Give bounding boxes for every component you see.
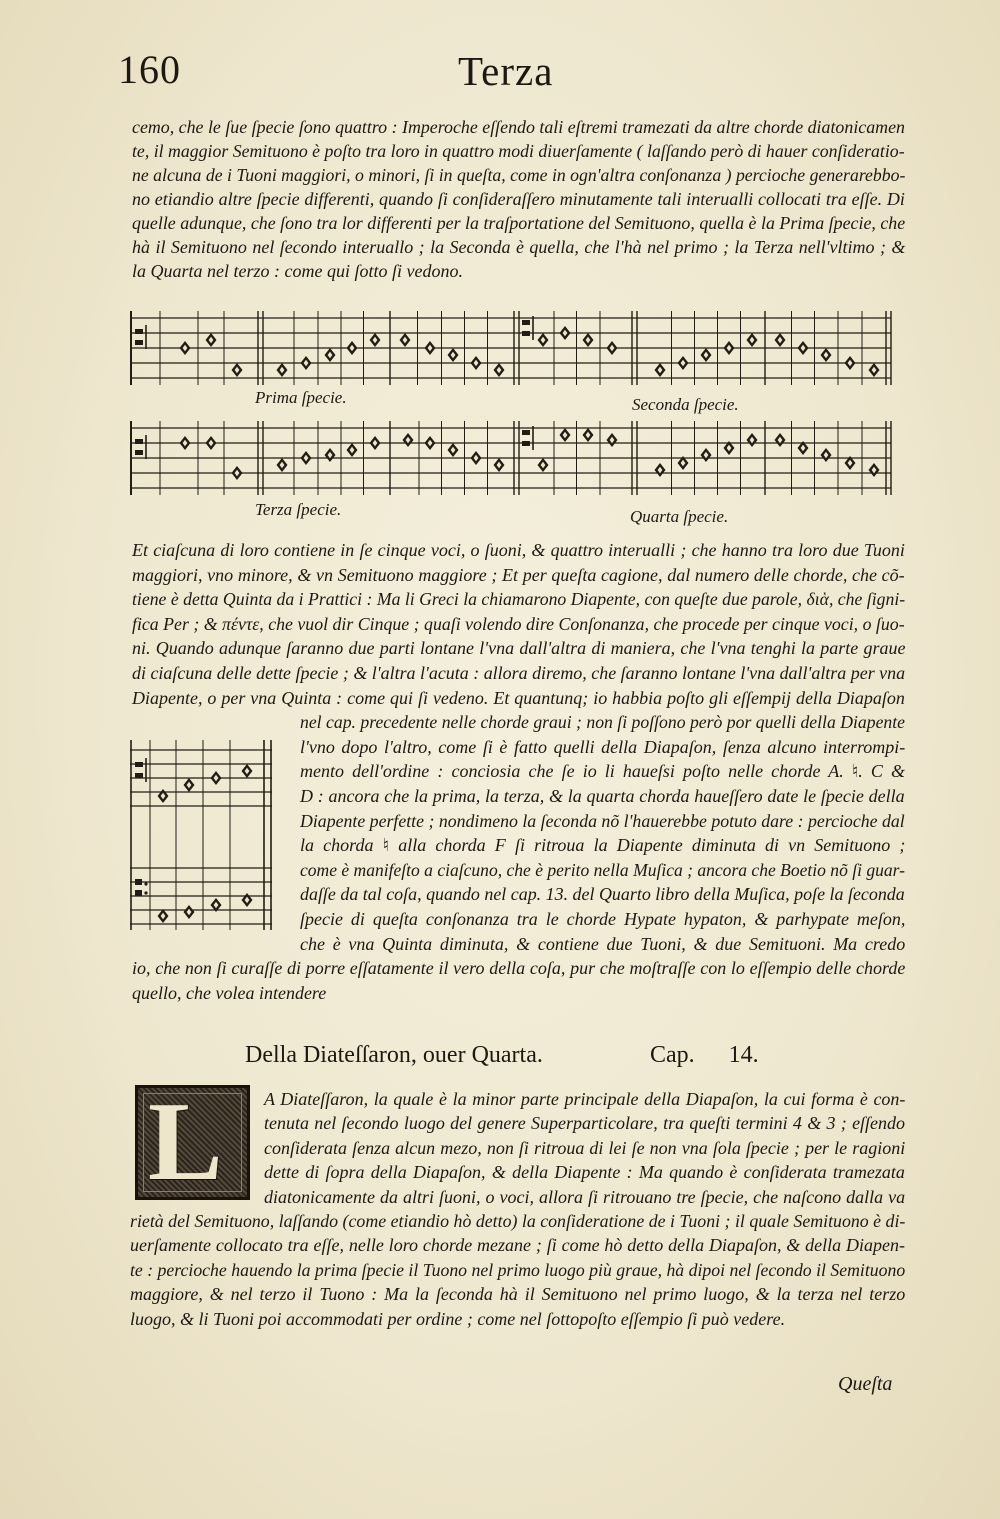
note-hollow <box>848 360 853 366</box>
note <box>370 436 381 450</box>
note <box>206 436 217 450</box>
note <box>180 436 191 450</box>
text-line: no etiandio altre ſpecie differenti, quando ſi conſideraſſero minutamente tali interualli collocati tra eſſe. Di <box>132 189 905 209</box>
note-hollow <box>451 352 456 358</box>
note-hollow <box>350 447 355 453</box>
note-hollow <box>541 462 546 468</box>
note-hollow <box>209 337 214 343</box>
text-line: nel cap. precedente nelle chorde graui ; non ſi poſſono però por quelli della Diapente <box>300 712 906 733</box>
note-hollow <box>350 345 355 351</box>
note <box>869 463 880 477</box>
note <box>403 433 414 447</box>
note-hollow <box>183 345 188 351</box>
note-hollow <box>586 432 591 438</box>
note-hollow <box>406 437 411 443</box>
text-line: maggiore, & nel terzo il Tuono : Ma la ſeconda hà il Semituono nel primo luogo, & la terza nel terzo <box>130 1284 906 1305</box>
paragraph-3 <box>130 1087 905 1331</box>
note-hollow <box>610 345 615 351</box>
note <box>655 363 666 377</box>
text-line: D : ancora che la prima, la terza, & la quarta chorda haueſſero date le ſpecie della <box>300 785 905 806</box>
clef-mark <box>135 439 143 444</box>
note <box>869 363 880 377</box>
note <box>277 458 288 472</box>
note-hollow <box>183 440 188 446</box>
note <box>821 348 832 362</box>
text-line: tiene è detta Quinta da i Prattici : Ma li Greci la chiamarono Diapente, con queſte due parole, διὰ, che ſigni- <box>132 589 906 610</box>
note <box>607 433 618 447</box>
text-line: fica Per ; & πέντε, che vuol dir Cinque ; quaſi volendo dire Conſonanza, che procede per cinque voci, o ſuo- <box>132 613 905 634</box>
note-hollow <box>428 440 433 446</box>
note-hollow <box>541 337 546 343</box>
note-hollow <box>610 437 615 443</box>
text-line: diatonicamente da altri ſuoni, o voci, allora ſi ritrouano tre ſpecie, che naſcono dalla va <box>264 1186 906 1207</box>
note <box>775 433 786 447</box>
note <box>325 448 336 462</box>
note-hollow <box>209 440 214 446</box>
note <box>798 441 809 455</box>
note <box>347 443 358 457</box>
text-line: l'vno dopo l'altro, come ſi è fatto quelli della Diapaſon, ſenza alcuno interrompi- <box>300 736 906 757</box>
note-hollow <box>328 452 333 458</box>
note-hollow <box>235 367 240 373</box>
note <box>370 333 381 347</box>
note <box>325 348 336 362</box>
note-hollow <box>704 352 709 358</box>
note <box>538 458 549 472</box>
text-line: io, che non ſi curaſſe di porre eſſatamente il vero della coſa, pur che moſtraſſe con lo eſſempio delle chorde <box>132 958 906 979</box>
text-line: quello, che volea intendere <box>132 982 327 1003</box>
note-hollow <box>563 330 568 336</box>
note <box>232 363 243 377</box>
paragraph-2 <box>132 538 905 1005</box>
note <box>301 451 312 465</box>
note <box>607 341 618 355</box>
text-line: la chorda ♮ alla chorda F ſi ritroua la Diapente diminuta di vn Semituono ; <box>300 835 906 856</box>
note <box>471 451 482 465</box>
note-hollow <box>872 367 877 373</box>
note <box>277 363 288 377</box>
note-hollow <box>778 337 783 343</box>
note-hollow <box>681 360 686 366</box>
drop-cap-letter: L <box>148 1085 223 1200</box>
text-line: cemo, che le ſue ſpecie ſono quattro : Imperoche eſſendo tali eſtremi tramezati da altre chorde diatonicamen <box>132 117 905 137</box>
note <box>347 341 358 355</box>
note <box>701 348 712 362</box>
clef-mark <box>522 441 530 446</box>
note <box>701 448 712 462</box>
note <box>724 441 735 455</box>
note <box>560 428 571 442</box>
text-line: dette di ſopra della Diapaſon, & della Diapente : Ma quando è conſiderata tramezata <box>264 1162 905 1183</box>
clef-mark <box>522 320 530 325</box>
text-line: ni. Quando adunque ſaranno due parti lontane l'vna dall'altra di maniera, che l'vna tenghi la parte graue <box>132 638 906 659</box>
note <box>845 356 856 370</box>
note-hollow <box>328 352 333 358</box>
note <box>301 356 312 370</box>
note <box>180 341 191 355</box>
note <box>747 333 758 347</box>
note-hollow <box>681 460 686 466</box>
note <box>583 333 594 347</box>
text-line: la Quarta nel terzo : come qui ſotto ſi vedono. <box>132 261 463 281</box>
label-terza-specie: Terza ſpecie. <box>255 500 342 519</box>
text-line: che è vna Quinta diminuta, & contiene due Tuoni, & due Semituoni. Ma credo <box>300 933 906 954</box>
text-line: rietà del Semituono, laſſando (come etiandio hò detto) la conſideratione de i Tuoni ; il quale Semituono è di- <box>130 1210 906 1231</box>
chapter-title: Della Diateſſaron, ouer Quarta. <box>245 1042 543 1068</box>
note <box>494 458 505 472</box>
note <box>845 456 856 470</box>
note-hollow <box>280 462 285 468</box>
note <box>560 326 571 340</box>
note-hollow <box>451 447 456 453</box>
note-hollow <box>704 452 709 458</box>
label-seconda-specie: Seconda ſpecie. <box>632 395 739 414</box>
note-hollow <box>586 337 591 343</box>
clef-mark <box>135 340 143 345</box>
note-hollow <box>750 437 755 443</box>
text-line: quelle adunque, che ſono tra lor differenti per la traſportatione del Semituono, quella è la Prima ſpecie, che <box>132 213 906 233</box>
text-line: te, il maggior Semituono è poſto tra loro in quattro modi diuerſamente ( laſſando però di hauer conſideratio- <box>132 141 905 161</box>
clef-mark <box>135 450 143 455</box>
note-hollow <box>474 360 479 366</box>
text-line: te : percioche hauendo la prima ſpecie il Tuono nel primo luogo più graue, hà dipoi nel ſecondo il Semituono <box>130 1259 906 1280</box>
note-hollow <box>304 360 309 366</box>
text-line: di ciaſcuna delle dette ſpecie ; & l'altra l'acuta : allora diremo, che ſaranno lontane l'vna dall'altra per vna <box>132 662 906 683</box>
chapter-number: Cap. 14. <box>650 1042 759 1068</box>
text-line: maggiori, vno minore, & vn Semituono maggiore ; Et per queſta cagione, dal numero delle chorde, che cõ- <box>132 564 905 585</box>
label-prima-specie: Prima ſpecie. <box>255 388 347 407</box>
note-hollow <box>373 440 378 446</box>
paragraph-1 <box>132 115 905 283</box>
text-line: tenuta nel ſecondo luogo del genere Superparticolare, tra queſti termini 4 & 3 ; eſſendo <box>264 1113 906 1134</box>
catchword: Queſta <box>838 1373 893 1395</box>
clef-mark <box>522 430 530 435</box>
note <box>232 466 243 480</box>
text-line: daſſe da tal coſa, quando nel cap. 13. del Quarto libro della Muſica, poſe la ſeconda <box>300 884 905 905</box>
note <box>494 363 505 377</box>
note-hollow <box>872 467 877 473</box>
note <box>400 333 411 347</box>
text-line: ſpecie di queſta conſonanza tra le chorde Hypate hypaton, & parhypate meſon, <box>300 908 906 929</box>
note <box>425 341 436 355</box>
running-head: Terza <box>458 48 554 94</box>
note <box>471 356 482 370</box>
text-line: Et ciaſcuna di loro contiene in ſe cinque voci, o ſuoni, & quattro interualli ; che hanno tra loro due Tuoni <box>132 540 905 560</box>
text-line: Diapente, o per vna Quinta : come qui ſi vedeno. Et quantunq; io habbia poſto gli eſſempij della Diapaſon <box>132 687 905 708</box>
note-hollow <box>801 345 806 351</box>
note-hollow <box>658 467 663 473</box>
note-hollow <box>403 337 408 343</box>
note <box>678 356 689 370</box>
note <box>775 333 786 347</box>
note-hollow <box>778 437 783 443</box>
page-number: 160 <box>118 47 181 92</box>
text-line: ne alcuna de i Tuoni maggiori, o minori, ſi in queſta, come in ogn'altra conſonanza ) percioche generarebbo- <box>132 165 906 185</box>
note-hollow <box>497 462 502 468</box>
note <box>798 341 809 355</box>
note <box>448 443 459 457</box>
note-hollow <box>497 367 502 373</box>
note-hollow <box>824 352 829 358</box>
text-line: A Diateſſaron, la quale è la minor parte principale della Diapaſon, la cui forma è con- <box>264 1089 906 1109</box>
note <box>747 433 758 447</box>
note-hollow <box>280 367 285 373</box>
note <box>583 428 594 442</box>
text-line: luogo, & li Tuoni poi accommodati per ordine ; come nel ſottopoſto eſſempio ſi può vedere. <box>130 1308 786 1329</box>
note-hollow <box>563 432 568 438</box>
note <box>821 448 832 462</box>
note-hollow <box>750 337 755 343</box>
note <box>655 463 666 477</box>
clef-mark <box>135 329 143 334</box>
text-line: mento dell'ordine : conciosia che ſe io li haueſsi poſto nelle chorde A. ♮. C & <box>300 761 906 782</box>
text-line: come è manifeſto a ciaſcuno, che è perito nella Muſica ; ancora che Boetio nõ ſi guar- <box>300 859 905 880</box>
note-hollow <box>824 452 829 458</box>
note <box>538 333 549 347</box>
note-hollow <box>373 337 378 343</box>
note-hollow <box>304 455 309 461</box>
note-hollow <box>235 470 240 476</box>
note <box>206 333 217 347</box>
label-quarta-specie: Quarta ſpecie. <box>630 507 729 526</box>
note-hollow <box>848 460 853 466</box>
note <box>678 456 689 470</box>
note-hollow <box>727 445 732 451</box>
text-line: conſiderata ſenza alcun mezo, non ſi ritroua di lei ſe non vna ſola ſpecie ; per le ragioni <box>264 1137 906 1158</box>
note <box>724 341 735 355</box>
note-hollow <box>658 367 663 373</box>
note <box>425 436 436 450</box>
text-line: hà il Semituono nel ſecondo interuallo ; la Seconda è quella, che l'hà nel primo ; la Terza nell'vltimo ; & <box>132 237 906 257</box>
note-hollow <box>428 345 433 351</box>
note-hollow <box>727 345 732 351</box>
note-hollow <box>801 445 806 451</box>
note-hollow <box>474 455 479 461</box>
note <box>448 348 459 362</box>
text-line: uerſamente collocato tra eſſe, nelle loro chorde mezane ; ſi come hò detto della Diapaſon, & della Diapen- <box>130 1235 905 1256</box>
clef-mark <box>522 331 530 336</box>
text-line: Diapente perfette ; nondimeno la ſeconda nõ l'hauerebbe potuto dare : percioche dal <box>300 810 905 831</box>
